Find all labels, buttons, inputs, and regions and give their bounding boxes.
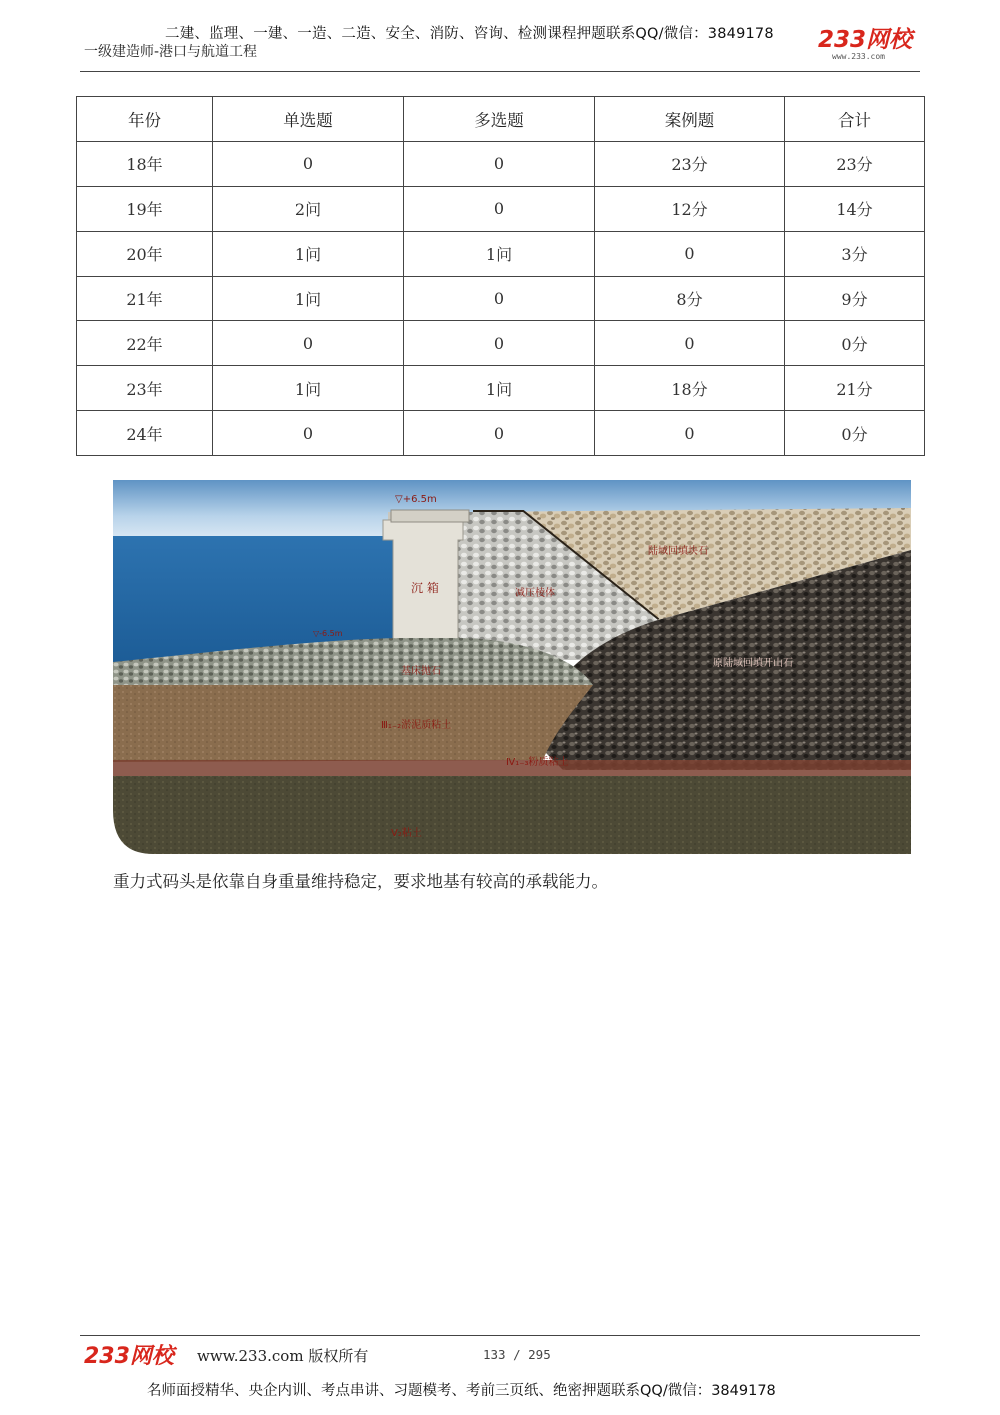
table-cell: 0 <box>595 321 785 366</box>
label-clay: Ⅴ₂粘土 <box>391 828 422 839</box>
col-header-year: 年份 <box>77 97 213 142</box>
label-relief-prism: 减压棱体 <box>515 588 555 599</box>
table-cell: 0 <box>595 411 785 456</box>
table-cell: 8分 <box>595 276 785 321</box>
label-bed-riprap: 基床抛石 <box>401 666 441 677</box>
logo-mark: 233网校 <box>818 27 913 53</box>
table-cell: 0 <box>213 321 404 366</box>
figure-caption: 重力式码头是依靠自身重量维持稳定，要求地基有较高的承载能力。 <box>113 872 608 891</box>
table-cell: 0 <box>595 231 785 276</box>
table-cell: 21分 <box>785 366 925 411</box>
header-promo-text: 二建、监理、一建、一造、二造、安全、消防、咨询、检测课程押题联系QQ/微信：3849178 <box>165 26 774 42</box>
table-row <box>77 186 925 231</box>
table-cell: 19年 <box>77 186 213 231</box>
col-header-case: 案例题 <box>595 97 785 142</box>
table-cell: 1问 <box>213 276 404 321</box>
table-cell: 21年 <box>77 276 213 321</box>
table-cell: 3分 <box>785 231 925 276</box>
label-silt-clay: Ⅳ₁₋₃粉质粘土 <box>506 757 569 768</box>
table-row <box>77 321 925 366</box>
table-row <box>77 231 925 276</box>
table-cell: 0 <box>404 321 595 366</box>
footer-promo-text: 名师面授精华、央企内训、考点串讲、习题模考、考前三页纸、绝密押题联系QQ/微信：3849178 <box>147 1383 776 1399</box>
label-elev-top: ▽+6.5m <box>395 494 437 505</box>
table-cell: 18分 <box>595 366 785 411</box>
col-header-single-choice: 单选题 <box>213 97 404 142</box>
table-cell: 0分 <box>785 411 925 456</box>
table-cell: 23分 <box>595 142 785 187</box>
header-subtitle: 一级建造师-港口与航道工程 <box>84 44 258 60</box>
table-cell: 23分 <box>785 142 925 187</box>
site-logo <box>818 28 918 64</box>
table-cell: 0 <box>213 411 404 456</box>
table-cell: 0 <box>404 276 595 321</box>
table-cell: 0 <box>404 186 595 231</box>
col-header-multi-choice: 多选题 <box>404 97 595 142</box>
label-elev-bottom: ▽-6.5m <box>313 629 343 638</box>
footer-logo: 233网校 <box>84 1344 174 1369</box>
exam-score-table <box>76 96 925 456</box>
table-cell: 0 <box>404 142 595 187</box>
table-cell: 18年 <box>77 142 213 187</box>
table-cell: 1问 <box>213 231 404 276</box>
table-cell: 24年 <box>77 411 213 456</box>
header-divider <box>80 71 920 72</box>
table-cell: 2问 <box>213 186 404 231</box>
table-header-row <box>77 97 925 142</box>
footer-divider <box>80 1335 920 1336</box>
col-header-total: 合计 <box>785 97 925 142</box>
table-cell: 1问 <box>404 366 595 411</box>
table-row <box>77 366 925 411</box>
table-cell: 0 <box>404 411 595 456</box>
table-cell: 0 <box>213 142 404 187</box>
label-caisson: 沉 箱 <box>411 581 439 595</box>
table-row <box>77 142 925 187</box>
label-backfill-block: 陆域回填块石 <box>648 546 708 557</box>
footer-copyright: www.233.com 版权所有 <box>197 1347 369 1365</box>
table-row <box>77 276 925 321</box>
table-cell: 22年 <box>77 321 213 366</box>
table-cell: 12分 <box>595 186 785 231</box>
gravity-wharf-cross-section <box>113 480 911 854</box>
label-orig-backfill: 原陆域回填开山石 <box>713 658 793 669</box>
table-cell: 20年 <box>77 231 213 276</box>
label-silty-clay: Ⅲ₁₋₂淤泥质粘土 <box>381 720 452 731</box>
table-cell: 23年 <box>77 366 213 411</box>
table-row <box>77 411 925 456</box>
table-cell: 1问 <box>213 366 404 411</box>
logo-url: www.233.com <box>832 52 885 61</box>
table-cell: 14分 <box>785 186 925 231</box>
table-cell: 1问 <box>404 231 595 276</box>
page-number: 133 / 295 <box>483 1347 551 1362</box>
table-cell: 9分 <box>785 276 925 321</box>
table-cell: 0分 <box>785 321 925 366</box>
